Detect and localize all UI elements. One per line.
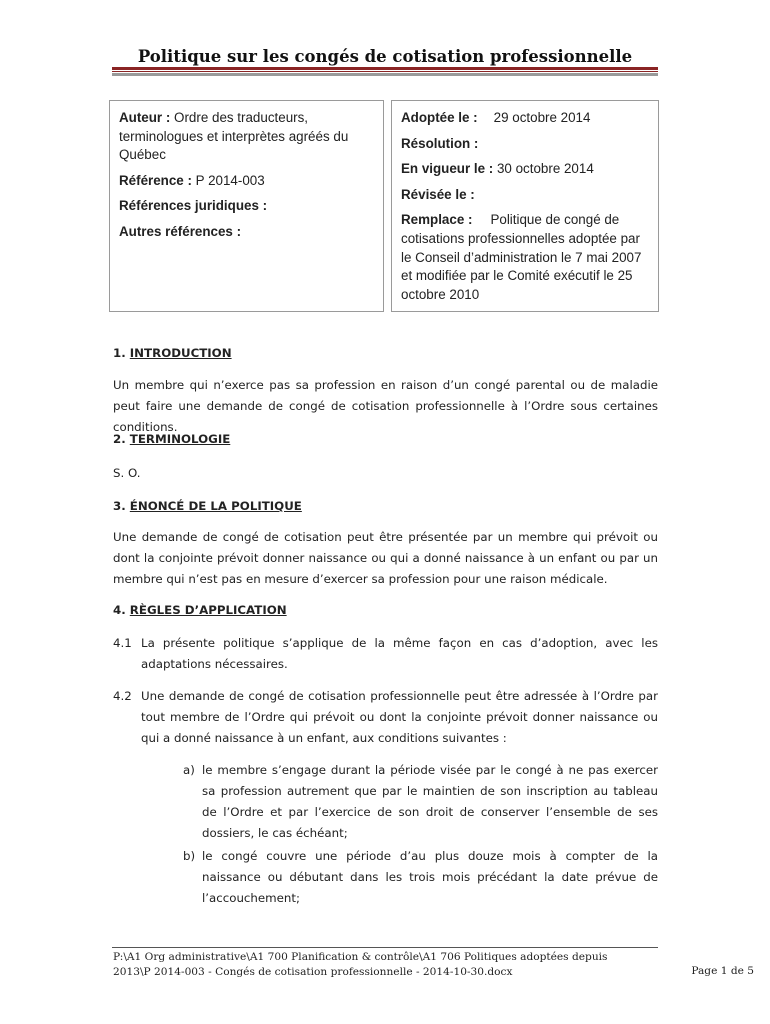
- remplace-value: Politique de congé de cotisations professionnelles adoptée par le Conseil d’administration le 7 mai 2007 et modifiée par le Comité exécutif le 25 octobre 2010: [401, 212, 642, 303]
- title-rule-middle: [112, 71, 658, 72]
- section-2-number: 2.: [113, 432, 130, 446]
- section-2-text: S. O.: [113, 466, 141, 480]
- section-1-number: 1.: [113, 346, 130, 360]
- sub-item-a-text: le membre s’engage durant la période visée par le congé à ne pas exercer sa profession autrement que par le maintien de son inscription au tableau de l’Ordre et par l’exercice de son droit de conserver l’ensemble de ses dossiers, le cas échéant;: [202, 763, 658, 840]
- adoptee-label: Adoptée le :: [401, 110, 478, 125]
- section-4-title: RÈGLES D’APPLICATION: [129, 603, 287, 617]
- section-1-heading: [113, 343, 658, 364]
- resolution-label: Résolution :: [401, 135, 479, 151]
- section-4-heading: [113, 600, 658, 621]
- references-juridiques-label: Références juridiques :: [119, 198, 268, 213]
- sub-item-b-text: le congé couvre une période d’au plus douze mois à compter de la naissance ou débutant dans les trois mois précédant la date prévue de l’accouchement;: [202, 849, 658, 905]
- remplace-line: [401, 211, 649, 305]
- section-1-title: INTRODUCTION: [129, 346, 232, 360]
- footer-file-path: P:\A1 Org administrative\A1 700 Planification & contrôle\A1 706 Politiques adoptées depuis 2013\P 2014-003 - Congés de cotisation professionnelle - 2014-10-30.docx: [113, 951, 608, 978]
- sub-item-b: [183, 846, 658, 909]
- footer-rule: [112, 947, 658, 948]
- adoptee-value: 29 octobre 2014: [493, 110, 591, 125]
- section-4-number: 4.: [113, 603, 130, 617]
- reference-line: [119, 172, 374, 191]
- list-item-4-1: [113, 633, 658, 675]
- meta-box-right: [391, 100, 659, 312]
- section-3-number: 3.: [113, 499, 130, 513]
- list-item-4-1-number: 4.1: [113, 636, 132, 650]
- list-item-4-2: [113, 686, 658, 749]
- reference-value: P 2014-003: [195, 172, 265, 188]
- title-rule-bottom: [112, 73, 658, 76]
- vigueur-line: [401, 160, 649, 179]
- list-item-4-2-number: 4.2: [113, 689, 132, 703]
- adoptee-line: [401, 109, 649, 128]
- auteur-value: Ordre des traducteurs, terminologues et interprètes agréés du Québec: [119, 110, 349, 162]
- reference-label: Référence :: [119, 172, 196, 188]
- page-number: Page 1 de 5: [691, 965, 754, 977]
- sub-item-a-letter: a): [183, 763, 195, 777]
- section-2-heading: [113, 429, 658, 450]
- autres-references-label: Autres références :: [119, 223, 242, 239]
- vigueur-label: En vigueur le :: [401, 161, 497, 176]
- sub-item-a: [183, 760, 658, 844]
- meta-box-left: [109, 100, 384, 312]
- autres-references-line: [119, 223, 374, 242]
- section-3-title: ÉNONCÉ DE LA POLITIQUE: [129, 499, 302, 513]
- references-juridiques-line: [119, 197, 374, 216]
- auteur-line: [119, 109, 374, 165]
- revisee-line: [401, 186, 649, 205]
- section-1-text: Un membre qui n’exerce pas sa profession en raison d’un congé parental ou de maladie peut faire une demande de congé de cotisation professionnelle à l’Ordre sous certaines conditions.: [113, 378, 658, 434]
- auteur-label: Auteur :: [119, 110, 175, 125]
- section-3-heading: [113, 496, 658, 517]
- list-item-4-2-text: Une demande de congé de cotisation professionnelle peut être adressée à l’Ordre par tout membre de l’Ordre qui prévoit ou dont la conjointe prévoit donner naissance ou qui a donné naissance à un enfant, aux conditions suivantes :: [141, 689, 658, 745]
- document-title: Politique sur les congés de cotisation professionnelle: [137, 47, 633, 66]
- revisee-label: Révisée le :: [401, 186, 475, 202]
- vigueur-value: 30 octobre 2014: [496, 161, 594, 176]
- section-3-text: Une demande de congé de cotisation peut être présentée par un membre qui prévoit ou dont la conjointe prévoit donner naissance ou qui a donné naissance à un enfant ou par un membre qui n’est pas en mesure d’exercer sa profession pour une raison médicale.: [113, 530, 658, 586]
- resolution-line: [401, 135, 649, 154]
- sub-item-b-letter: b): [183, 849, 196, 863]
- section-2-title: TERMINOLOGIE: [129, 432, 231, 446]
- title-rule-top: [112, 67, 658, 70]
- list-item-4-1-text: La présente politique s’applique de la même façon en cas d’adoption, avec les adaptations nécessaires.: [141, 636, 658, 671]
- remplace-label: Remplace :: [401, 212, 473, 227]
